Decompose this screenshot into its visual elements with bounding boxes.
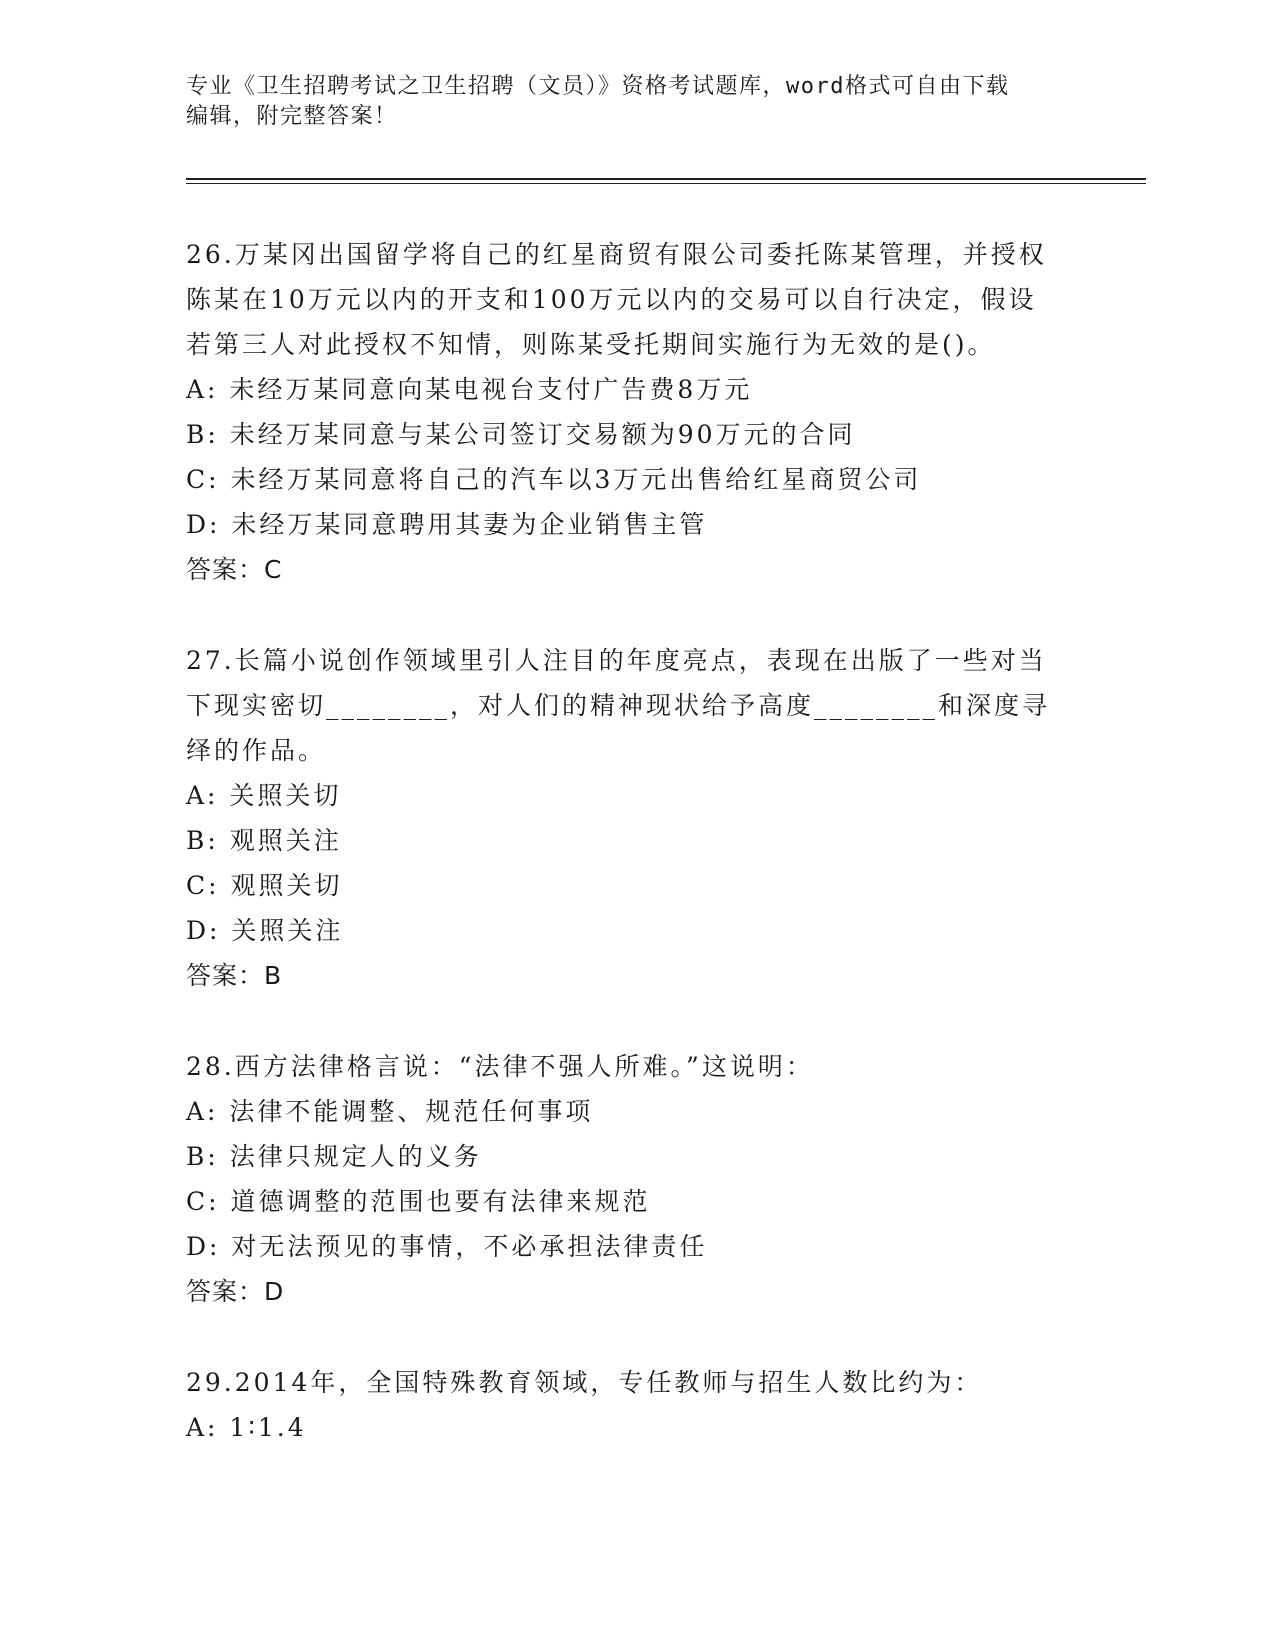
question-stem-line: 下现实密切________，对人们的精神现状给予高度________和深度寻	[186, 691, 1051, 720]
option-c: C: 观照关切	[186, 871, 343, 900]
question-27	[186, 638, 1086, 998]
option-a: A: 1∶1.4	[186, 1413, 307, 1442]
option-a: A: 未经万某同意向某电视台支付广告费8万元	[186, 375, 753, 404]
question-26	[186, 232, 1086, 592]
question-stem-line: 27.长篇小说创作领域里引人注目的年度亮点，表现在出版了一些对当	[186, 646, 1047, 675]
question-list	[186, 232, 1086, 1496]
header-divider	[186, 178, 1146, 184]
option-a: A: 关照关切	[186, 781, 342, 810]
option-b: B: 观照关注	[186, 826, 342, 855]
option-d: D: 对无法预见的事情，不必承担法律责任	[186, 1232, 708, 1261]
header-line-1: 专业《卫生招聘考试之卫生招聘（文员）》资格考试题库，word格式可自由下载	[186, 74, 1010, 99]
option-b: B: 未经万某同意与某公司签订交易额为90万元的合同	[186, 420, 856, 449]
question-stem-line: 28.西方法律格言说：“法律不强人所难。”这说明：	[186, 1052, 814, 1081]
question-28	[186, 1044, 1086, 1314]
question-stem-line: 若第三人对此授权不知情，则陈某受托期间实施行为无效的是()。	[186, 330, 996, 359]
answer-label: 答案：D	[186, 1277, 285, 1306]
option-d: D: 关照关注	[186, 916, 344, 945]
header-line-2: 编辑，附完整答案！	[186, 104, 398, 129]
option-c: C: 道德调整的范围也要有法律来规范	[186, 1187, 651, 1216]
question-29	[186, 1360, 1086, 1450]
question-stem-line: 26.万某冈出国留学将自己的红星商贸有限公司委托陈某管理，并授权	[186, 240, 1047, 269]
question-stem-line: 陈某在10万元以内的开支和100万元以内的交易可以自行决定，假设	[186, 285, 1037, 314]
answer-label: 答案：C	[186, 555, 283, 584]
question-stem-line: 绎的作品。	[186, 736, 327, 765]
option-b: B: 法律只规定人的义务	[186, 1142, 482, 1171]
document-header	[186, 72, 1086, 132]
answer-label: 答案：B	[186, 961, 283, 990]
question-stem-line: 29.2014年，全国特殊教育领域，专任教师与招生人数比约为：	[186, 1368, 983, 1397]
option-a: A: 法律不能调整、规范任何事项	[186, 1097, 594, 1126]
option-c: C: 未经万某同意将自己的汽车以3万元出售给红星商贸公司	[186, 465, 922, 494]
option-d: D: 未经万某同意聘用其妻为企业销售主管	[186, 510, 708, 539]
